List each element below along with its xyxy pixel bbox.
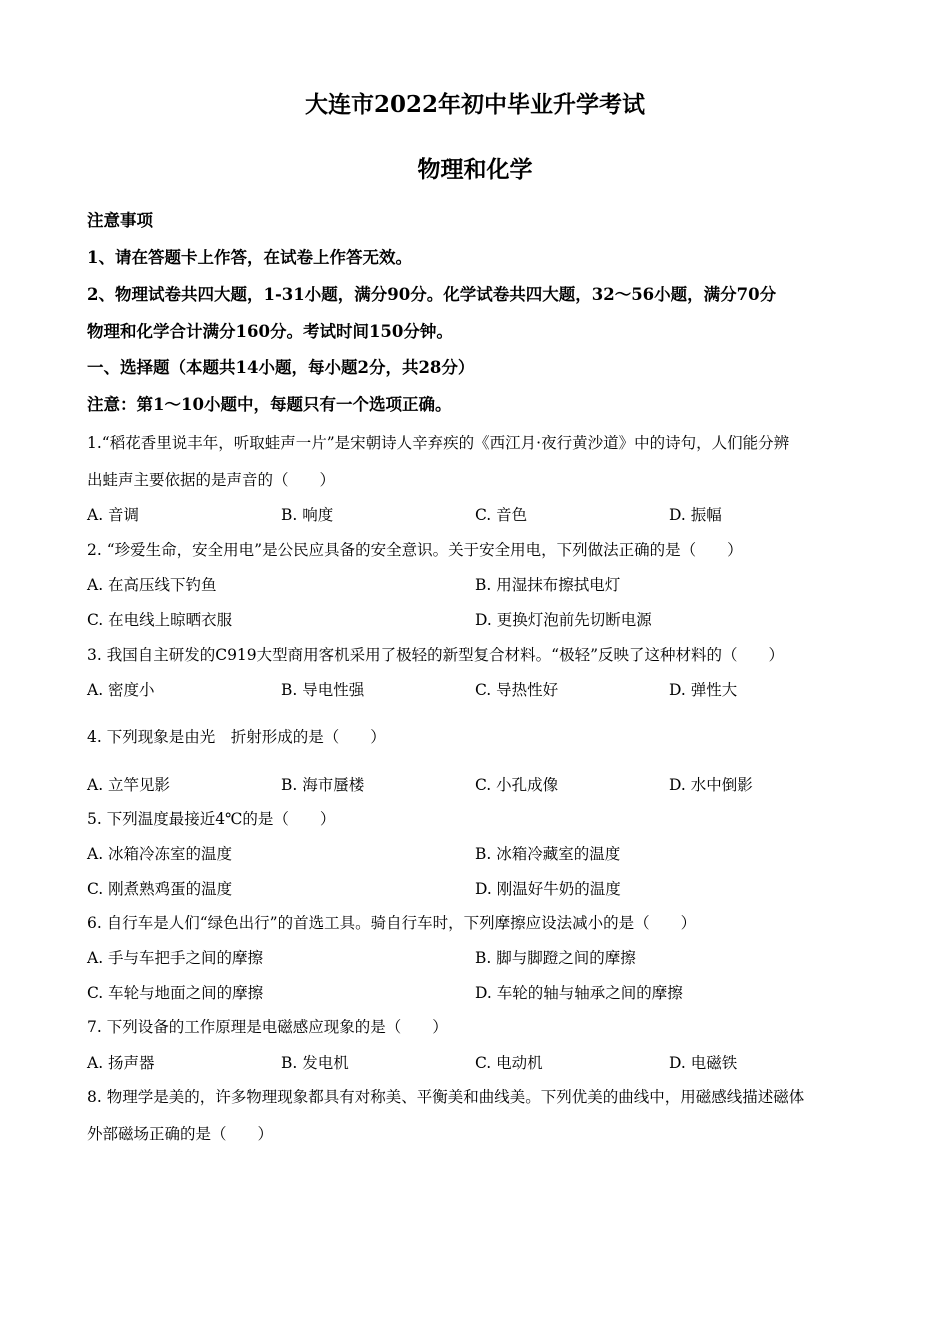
option-b: B. 用湿抹布擦拭电灯 <box>475 576 621 594</box>
option-c: C. 导热性好 <box>475 681 559 699</box>
option-a: A. 音调 <box>87 506 140 524</box>
section-heading: 一、选择题（本题共14小题，每小题2分，共28分） <box>87 358 475 377</box>
option-d: D. 水中倒影 <box>669 776 753 794</box>
option-b: B. 海市蜃楼 <box>281 776 365 794</box>
option-b: B. 发电机 <box>281 1054 349 1072</box>
question-stem: 出蛙声主要依据的是声音的（ ） <box>87 471 336 489</box>
notice-line-1: 1、请在答题卡上作答，在试卷上作答无效。 <box>87 248 412 267</box>
question-stem: 8. 物理学是美的，许多物理现象都具有对称美、平衡美和曲线美。下列优美的曲线中，用磁感线描述磁体 <box>87 1088 805 1106</box>
question-stem: 6. 自行车是人们“绿色出行”的首选工具。骑自行车时，下列摩擦应设法减小的是（ ） <box>87 914 697 932</box>
option-d: D. 刚温好牛奶的温度 <box>475 880 621 898</box>
question-stem: 3. 我国自主研发的C919大型商用客机采用了极轻的新型复合材料。“极轻”反映了这种材料的（ ） <box>87 646 785 664</box>
option-a: A. 密度小 <box>87 681 155 699</box>
exam-title: 大连市2022年初中毕业升学考试 <box>304 91 645 118</box>
option-a: A. 立竿见影 <box>87 776 171 794</box>
option-d: D. 弹性大 <box>669 681 738 699</box>
option-c: C. 电动机 <box>475 1054 543 1072</box>
question-stem: 5. 下列温度最接近4℃的是（ ） <box>87 810 336 828</box>
notice-line-2a: 2、物理试卷共四大题，1-31小题，满分90分。化学试卷共四大题，32～56小题，满分70分 <box>87 285 777 304</box>
notice-heading: 注意事项 <box>87 211 153 230</box>
option-c: C. 车轮与地面之间的摩擦 <box>87 984 264 1002</box>
option-a: A. 扬声器 <box>87 1054 155 1072</box>
notice-line-2b: 物理和化学合计满分160分。考试时间150分钟。 <box>87 322 453 341</box>
option-b: B. 脚与脚蹬之间的摩擦 <box>475 949 636 967</box>
option-a: A. 在高压线下钓鱼 <box>87 576 217 594</box>
option-c: C. 刚煮熟鸡蛋的温度 <box>87 880 233 898</box>
option-c: C. 音色 <box>475 506 528 524</box>
section-note: 注意：第1～10小题中，每题只有一个选项正确。 <box>87 395 452 414</box>
option-d: D. 更换灯泡前先切断电源 <box>475 611 652 629</box>
exam-subtitle: 物理和化学 <box>417 156 533 183</box>
question-stem: 外部磁场正确的是（ ） <box>87 1125 274 1143</box>
option-b: B. 响度 <box>281 506 334 524</box>
question-stem: 4. 下列现象是由光 折射形成的是（ ） <box>87 728 386 746</box>
option-c: C. 小孔成像 <box>475 776 559 794</box>
question-stem: 7. 下列设备的工作原理是电磁感应现象的是（ ） <box>87 1018 448 1036</box>
question-stem: 1.“稻花香里说丰年，听取蛙声一片”是宋朝诗人辛弃疾的《西江月·夜行黄沙道》中的诗句，人们能分辨 <box>87 434 790 452</box>
option-b: B. 导电性强 <box>281 681 365 699</box>
option-b: B. 冰箱冷藏室的温度 <box>475 845 621 863</box>
option-d: D. 电磁铁 <box>669 1054 738 1072</box>
option-d: D. 振幅 <box>669 506 722 524</box>
option-a: A. 冰箱冷冻室的温度 <box>87 845 233 863</box>
option-d: D. 车轮的轴与轴承之间的摩擦 <box>475 984 683 1002</box>
question-stem: 2. “珍爱生命，安全用电”是公民应具备的安全意识。关于安全用电，下列做法正确的是（ ） <box>87 541 743 559</box>
option-a: A. 手与车把手之间的摩擦 <box>87 949 264 967</box>
option-c: C. 在电线上晾晒衣服 <box>87 611 233 629</box>
